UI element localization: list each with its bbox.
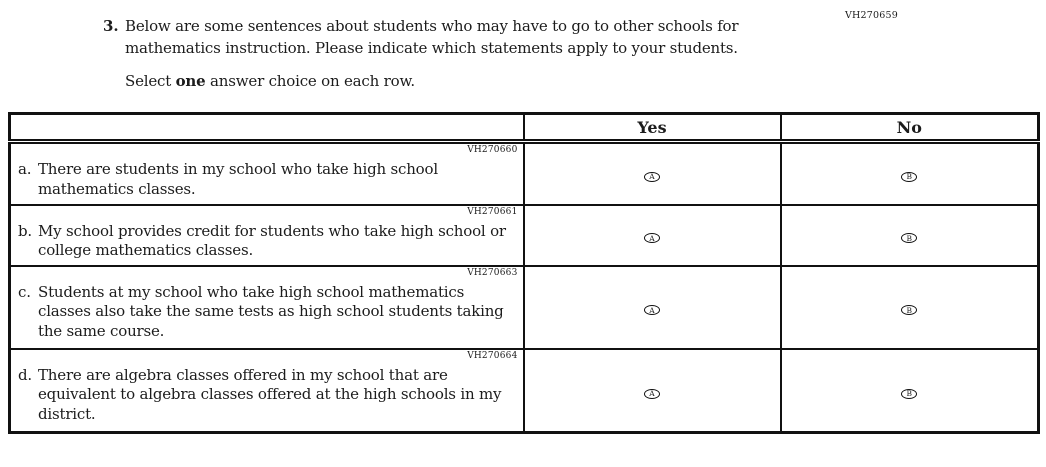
answer-bubble-no[interactable]: B (901, 172, 917, 182)
row-code: VH270663 (467, 267, 518, 278)
yes-cell (524, 349, 781, 433)
answer-bubble-yes[interactable]: A (644, 233, 660, 243)
answer-bubble-yes[interactable]: A (644, 305, 660, 315)
question-prompt: Below are some sentences about students who may have to go to other schools for mathematics instruction. Please indicate which statements apply to your students. (125, 17, 739, 57)
row-statement: Students at my school who take high school mathematics classes also take the same tests as high school students taking the same course. (38, 282, 504, 340)
answer-bubble-no[interactable]: B (901, 233, 917, 243)
question-instruction (125, 72, 787, 90)
answer-bubble-no[interactable]: B (901, 305, 917, 315)
yes-cell (524, 205, 781, 266)
statement-cell (10, 266, 524, 349)
survey-table (8, 112, 1040, 434)
row-letter: a. (18, 160, 32, 178)
no-cell (781, 205, 1039, 266)
row-code: VH270661 (467, 206, 518, 217)
row-letter: c. (18, 282, 31, 301)
statement-cell (10, 142, 524, 205)
row-statement: My school provides credit for students who take high school or college mathematics classes. (38, 221, 506, 259)
yes-cell (524, 266, 781, 349)
table-row (10, 142, 1039, 205)
statement-cell (10, 349, 524, 433)
statement-cell (10, 205, 524, 266)
answer-bubble-yes[interactable]: A (644, 172, 660, 182)
no-cell (781, 266, 1039, 349)
instruction-suffix: answer choice on each row. (205, 72, 415, 90)
yes-cell (524, 142, 781, 205)
no-cell (781, 142, 1039, 205)
row-code: VH270664 (467, 350, 518, 361)
question-number: 3. (103, 17, 119, 35)
row-statement: There are students in my school who take high school mathematics classes. (38, 160, 438, 198)
answer-bubble-yes[interactable]: A (644, 389, 660, 399)
form-code: VH270659 (845, 10, 899, 21)
column-header-yes: Yes (524, 114, 781, 142)
header-row (10, 114, 1039, 142)
row-letter: d. (18, 365, 32, 384)
instruction-prefix: Select (125, 72, 176, 90)
question-block (103, 15, 787, 90)
statement-column-header (10, 114, 524, 142)
row-letter: b. (18, 221, 32, 240)
no-cell (781, 349, 1039, 433)
table-row (10, 349, 1039, 433)
answer-bubble-no[interactable]: B (901, 389, 917, 399)
table-row (10, 266, 1039, 349)
instruction-bold-word: one (175, 72, 206, 90)
row-code: VH270660 (467, 145, 518, 155)
column-header-no: No (781, 114, 1039, 142)
table-row (10, 205, 1039, 266)
row-statement: There are algebra classes offered in my school that are equivalent to algebra classes offered at the high schools in my district. (38, 365, 502, 423)
